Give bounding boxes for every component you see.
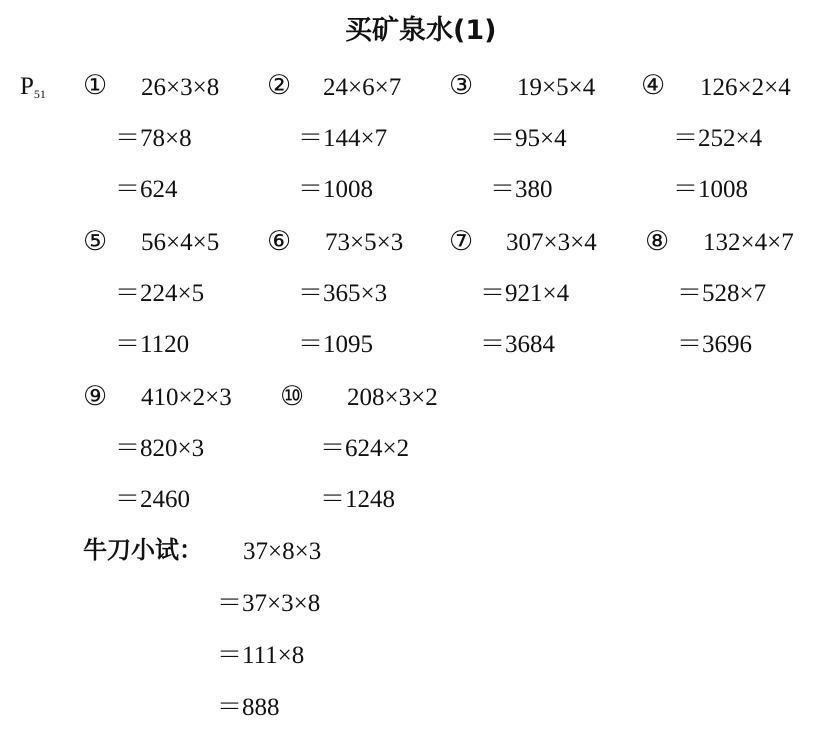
problem-number-5: ⑤ (83, 226, 108, 256)
problem-number-6: ⑥ (267, 226, 292, 256)
problem-step-1-4: ＝252×4 (673, 125, 763, 152)
page-reference (20, 74, 46, 100)
problem-answer-9: ＝2460 (115, 486, 191, 513)
problem-expression-10: 208×3×2 (347, 384, 438, 411)
problem-expression-7: 307×3×4 (506, 229, 597, 256)
problem-answer-4: ＝1008 (673, 176, 749, 203)
problem-step-1-2: ＝144×7 (298, 125, 388, 152)
trial-answer: ＝888 (217, 694, 280, 721)
trial-step-2: ＝111×8 (217, 642, 305, 669)
problem-expression-1: 26×3×8 (141, 74, 220, 101)
problem-answer-7: ＝3684 (480, 331, 556, 358)
problem-number-4: ④ (641, 70, 666, 100)
page-title: 买矿泉水(1) (345, 15, 497, 46)
problem-expression-5: 56×4×5 (141, 229, 220, 256)
problem-step-1-6: ＝365×3 (298, 280, 388, 307)
problem-number-1: ① (83, 70, 108, 100)
problem-answer-1: ＝624 (115, 176, 178, 203)
problem-expression-6: 73×5×3 (325, 229, 404, 256)
problem-answer-5: ＝1120 (115, 331, 190, 358)
problem-answer-3: ＝380 (490, 176, 553, 203)
problem-step-1-3: ＝95×4 (490, 125, 567, 152)
problem-number-3: ③ (449, 70, 474, 100)
problem-number-7: ⑦ (449, 226, 474, 256)
problem-number-9: ⑨ (83, 381, 108, 411)
problem-answer-6: ＝1095 (298, 331, 374, 358)
problem-step-1-10: ＝624×2 (320, 435, 410, 462)
problem-expression-8: 132×4×7 (703, 229, 794, 256)
problem-answer-8: ＝3696 (677, 331, 753, 358)
problem-expression-4: 126×2×4 (700, 74, 791, 101)
page-reference-letter: P (20, 73, 34, 100)
problem-number-8: ⑧ (645, 226, 670, 256)
trial-step-1: ＝37×3×8 (217, 590, 321, 617)
trial-label: 牛刀小试： (83, 536, 203, 564)
problem-number-10: ⑩ (280, 381, 305, 411)
problem-expression-9: 410×2×3 (141, 384, 232, 411)
problem-expression-3: 19×5×4 (517, 74, 596, 101)
page-reference-number: 51 (33, 87, 46, 101)
trial-expression: 37×8×3 (243, 538, 322, 565)
problem-step-1-5: ＝224×5 (115, 280, 205, 307)
problem-step-1-7: ＝921×4 (480, 280, 570, 307)
problem-step-1-8: ＝528×7 (677, 280, 767, 307)
problem-number-2: ② (267, 70, 292, 100)
problem-step-1-1: ＝78×8 (115, 125, 192, 152)
problem-step-1-9: ＝820×3 (115, 435, 205, 462)
problem-expression-2: 24×6×7 (323, 74, 402, 101)
problem-answer-2: ＝1008 (298, 176, 374, 203)
problem-answer-10: ＝1248 (320, 486, 396, 513)
